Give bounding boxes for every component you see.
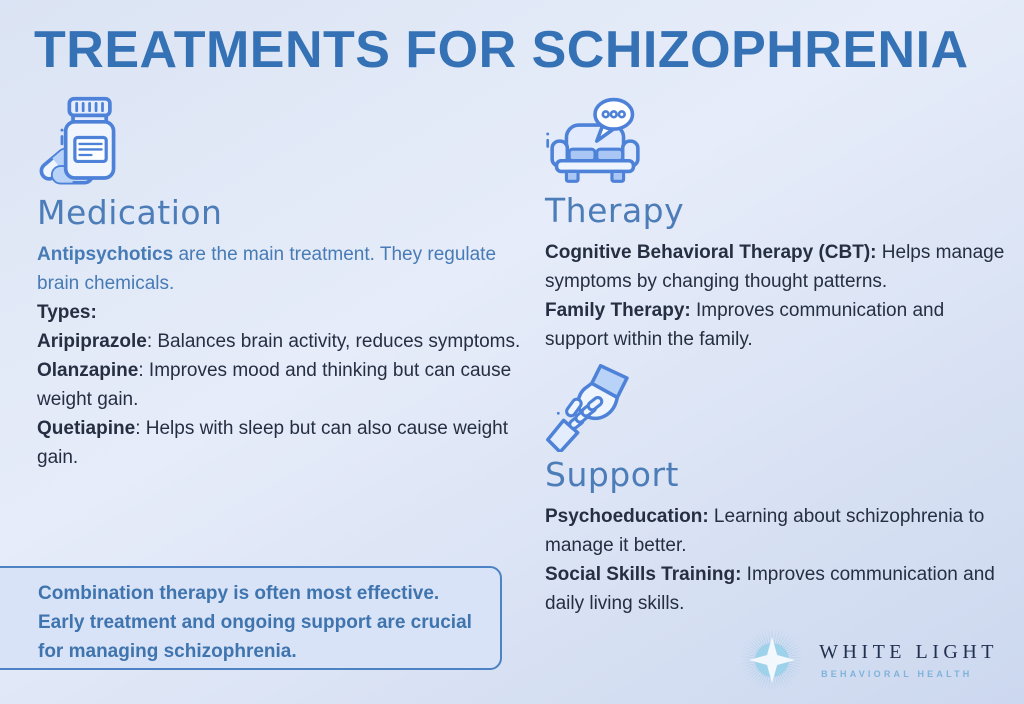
key-takeaway-callout <box>0 566 502 670</box>
support-name: Psychoeducation: <box>545 506 709 527</box>
medication-section <box>37 96 539 472</box>
brand-name: WHITE LIGHT <box>819 641 998 663</box>
helping-hands-icon <box>545 364 635 452</box>
support-heading: Support <box>545 455 679 494</box>
drug-name: Quetiapine <box>37 418 136 439</box>
therapy-section <box>545 96 1007 354</box>
medication-intro: Antipsychotics are the main treatment. They regulate brain chemicals. <box>37 244 497 294</box>
support-name: Social Skills Training: <box>545 564 742 585</box>
drug-name: Aripiprazole <box>37 331 147 352</box>
medication-types-label: Types: <box>37 302 97 323</box>
starburst-icon <box>738 626 806 694</box>
medication-item-olanzapine: Olanzapine: Improves mood and thinking but can cause weight gain. <box>37 360 512 410</box>
brand-tagline: BEHAVIORAL HEALTH <box>821 669 973 679</box>
medication-item-quetiapine: Quetiapine: Helps with sleep but can also cause weight gain. <box>37 418 509 468</box>
callout-text: Combination therapy is often most effective. Early treatment and ongoing support are crucial for managing schizophrenia. <box>38 583 472 662</box>
therapy-heading: Therapy <box>545 191 685 230</box>
brand-logo-text <box>819 641 998 679</box>
pill-bottle-icon <box>37 96 133 190</box>
therapy-name: Family Therapy: <box>545 300 691 321</box>
therapy-couch-icon <box>545 96 645 188</box>
page-title: TREATMENTS FOR SCHIZOPHRENIA <box>34 21 969 79</box>
therapy-item-family: Family Therapy: Improves communication and support within the family. <box>545 300 945 350</box>
support-item-psychoeducation: Psychoeducation: Learning about schizophrenia to manage it better. <box>545 506 985 556</box>
medication-intro-term: Antipsychotics <box>37 244 174 265</box>
support-section <box>545 364 1007 618</box>
medication-item-aripiprazole: Aripiprazole: Balances brain activity, reduces symptoms. <box>37 331 521 352</box>
therapy-name: Cognitive Behavioral Therapy (CBT): <box>545 242 877 263</box>
right-column <box>545 96 1007 618</box>
brand-logo <box>738 626 998 694</box>
therapy-item-cbt: Cognitive Behavioral Therapy (CBT): Helps manage symptoms by changing thought patterns. <box>545 242 1005 292</box>
drug-name: Olanzapine <box>37 360 139 381</box>
support-item-social-skills: Social Skills Training: Improves communication and daily living skills. <box>545 564 995 614</box>
medication-heading: Medication <box>37 193 223 232</box>
